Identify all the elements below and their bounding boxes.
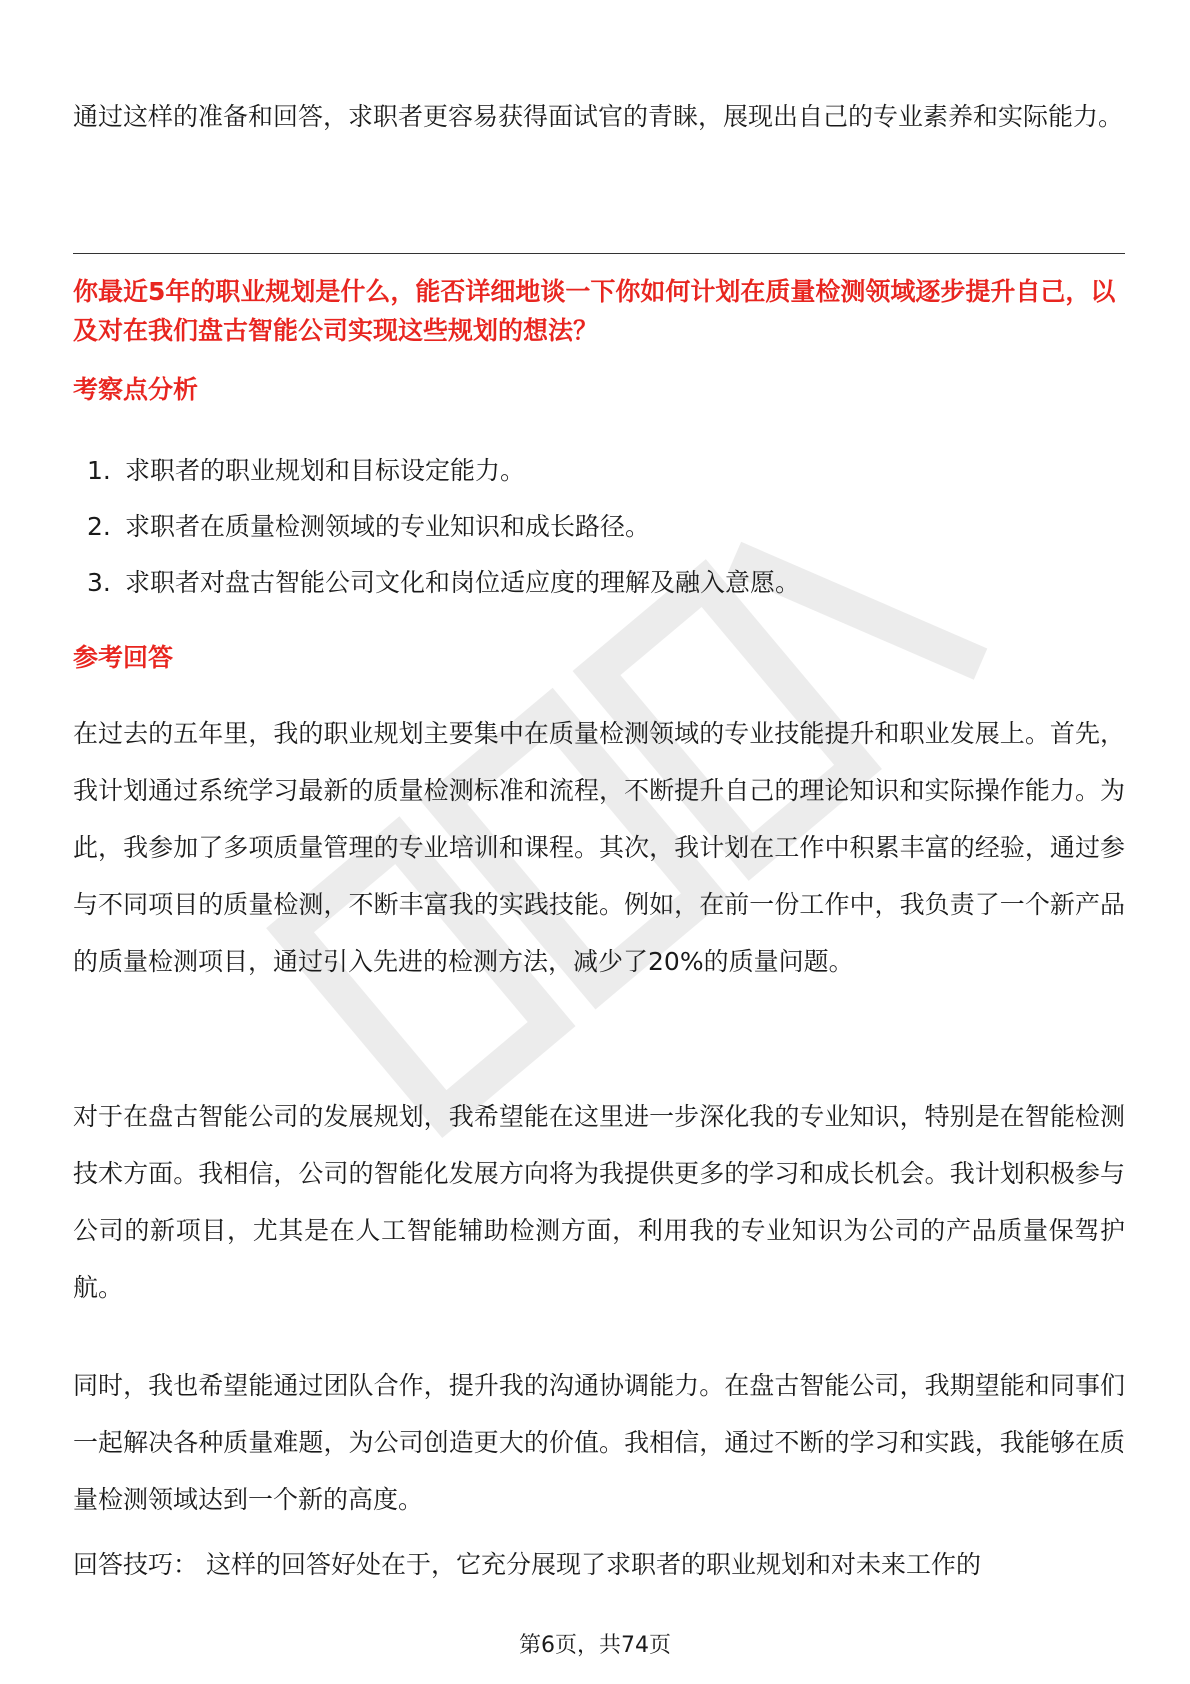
answer-tips-paragraph: 回答技巧： 这样的回答好处在于，它充分展现了求职者的职业规划和对未来工作的 [73,1550,981,1579]
answer-paragraph: 在过去的五年里，我的职业规划主要集中在质量检测领域的专业技能提升和职业发展上。首先，我计划通过系统学习最新的质量检测标准和流程，不断提升自己的理论知识和实际操作能力。为此，我参加了多项质量管理的专业培训和课程。其次，我计划在工作中积累丰富的经验，通过参与不同项目的质量检测，不断丰富我的实践技能。例如，在前一份工作中，我负责了一个新产品的质量检测项目，通过引入先进的检测方法，减少了20%的质量问题。 [73,719,1125,976]
section-divider [73,253,1125,254]
list-item-text: 求职者的职业规划和目标设定能力。 [125,456,526,485]
list-item-number: 1. [87,456,111,485]
analysis-heading: 考察点分析 [73,375,199,404]
interview-question: 你最近5年的职业规划是什么，能否详细地谈一下你如何计划在质量检测领域逐步提升自己，以及对在我们盘古智能公司实现这些规划的想法？ [73,277,1116,345]
answer-paragraph: 对于在盘古智能公司的发展规划，我希望能在这里进一步深化我的专业知识，特别是在智能检测技术方面。我相信，公司的智能化发展方向将为我提供更多的学习和成长机会。我计划积极参与公司的新项目，尤其是在人工智能辅助检测方面，利用我的专业知识为公司的产品质量保驾护航。 [73,1102,1125,1302]
list-item-text: 求职者在质量检测领域的专业知识和成长路径。 [125,512,651,541]
list-item [73,443,1125,499]
list-item [73,499,1125,555]
page-footer: 第6页，共74页 [519,1633,671,1658]
intro-paragraph: 通过这样的准备和回答，求职者更容易获得面试官的青睐，展现出自己的专业素养和实际能力。 [73,102,1124,131]
list-item [73,555,1125,611]
list-item-number: 3. [87,568,111,597]
answer-paragraph: 同时，我也希望能通过团队合作，提升我的沟通协调能力。在盘古智能公司，我期望能和同事们一起解决各种质量难题，为公司创造更大的价值。我相信，通过不断的学习和实践，我能够在质量检测领域达到一个新的高度。 [73,1371,1125,1514]
list-item-text: 求职者对盘古智能公司文化和岗位适应度的理解及融入意愿。 [125,568,801,597]
analysis-list [73,443,1125,611]
answer-heading: 参考回答 [73,643,174,672]
list-item-number: 2. [87,512,111,541]
